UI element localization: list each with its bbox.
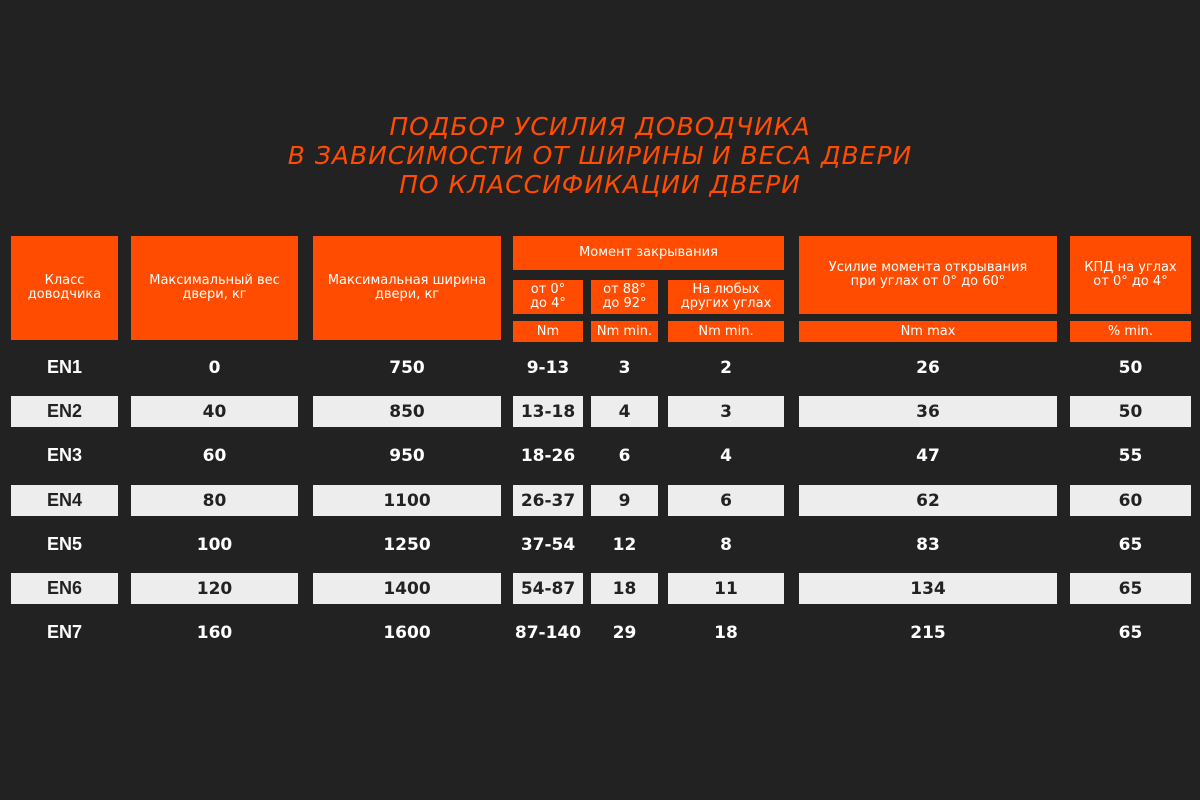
cell-class: EN3 xyxy=(46,445,82,465)
page-title xyxy=(0,112,1200,199)
cell-opening-force: 26 xyxy=(916,357,940,378)
cell-moment-other: 3 xyxy=(668,396,784,427)
cell-moment-0-4: 9-13 xyxy=(526,357,570,378)
table-row xyxy=(0,573,1200,604)
unit-nm: Nm xyxy=(513,321,583,342)
cell-weight: 120 xyxy=(131,573,298,604)
cell-class: EN7 xyxy=(46,622,82,642)
cell-class: EN4 xyxy=(11,485,118,516)
cell-class: EN5 xyxy=(46,534,82,554)
cell-efficiency: 55 xyxy=(1118,445,1143,466)
cell-opening-force: 62 xyxy=(799,485,1057,516)
cell-class: EN6 xyxy=(11,573,118,604)
cell-width: 1600 xyxy=(383,622,431,643)
cell-width: 850 xyxy=(313,396,501,427)
cell-weight: 160 xyxy=(196,622,233,643)
cell-width: 950 xyxy=(389,445,425,466)
cell-moment-0-4: 13-18 xyxy=(513,396,583,427)
cell-moment-88-92: 3 xyxy=(618,357,631,378)
title-line-1: ПОДБОР УСИЛИЯ ДОВОДЧИКА xyxy=(389,112,811,141)
cell-efficiency: 65 xyxy=(1118,534,1143,555)
table-row xyxy=(0,396,1200,427)
cell-moment-88-92: 6 xyxy=(618,445,631,466)
cell-efficiency: 65 xyxy=(1118,622,1143,643)
cell-opening-force: 36 xyxy=(799,396,1057,427)
header-closer-class: Класс доводчика xyxy=(11,236,118,340)
cell-efficiency: 65 xyxy=(1070,573,1191,604)
cell-efficiency: 50 xyxy=(1070,396,1191,427)
title-line-2: В ЗАВИСИМОСТИ ОТ ШИРИНЫ И ВЕСА ДВЕРИ xyxy=(287,141,913,170)
cell-moment-88-92: 18 xyxy=(591,573,658,604)
header-angle-88-92: от 88° до 92° xyxy=(591,280,658,314)
cell-weight: 60 xyxy=(202,445,227,466)
cell-opening-force: 83 xyxy=(916,534,940,555)
cell-efficiency: 50 xyxy=(1118,357,1143,378)
cell-moment-88-92: 29 xyxy=(612,622,637,643)
cell-efficiency: 60 xyxy=(1070,485,1191,516)
cell-moment-88-92: 9 xyxy=(591,485,658,516)
unit-nm-min-1: Nm min. xyxy=(591,321,658,342)
header-angle-other: На любых других углах xyxy=(668,280,784,314)
unit-nm-max: Nm max xyxy=(799,321,1057,342)
cell-moment-other: 4 xyxy=(720,445,732,466)
cell-moment-other: 2 xyxy=(720,357,732,378)
header-efficiency: КПД на углах от 0° до 4° xyxy=(1070,236,1191,314)
cell-opening-force: 47 xyxy=(916,445,940,466)
cell-width: 1250 xyxy=(383,534,431,555)
header-angle-0-4: от 0° до 4° xyxy=(513,280,583,314)
cell-weight: 80 xyxy=(131,485,298,516)
cell-weight: 0 xyxy=(208,357,221,378)
title-line-3: ПО КЛАССИФИКАЦИИ ДВЕРИ xyxy=(399,170,801,199)
header-closing-moment: Момент закрывания xyxy=(513,236,784,270)
cell-moment-other: 6 xyxy=(668,485,784,516)
cell-moment-88-92: 4 xyxy=(591,396,658,427)
table-row xyxy=(0,352,1200,383)
cell-moment-0-4: 18-26 xyxy=(520,445,576,466)
cell-moment-0-4: 37-54 xyxy=(520,534,576,555)
cell-width: 1400 xyxy=(313,573,501,604)
cell-class: EN2 xyxy=(11,396,118,427)
cell-moment-88-92: 12 xyxy=(612,534,637,555)
cell-moment-other: 18 xyxy=(714,622,738,643)
cell-width: 750 xyxy=(389,357,425,378)
header-max-weight: Максимальный вес двери, кг xyxy=(131,236,298,340)
cell-width: 1100 xyxy=(313,485,501,516)
cell-moment-0-4: 87-140 xyxy=(514,622,582,643)
table-row xyxy=(0,529,1200,560)
cell-moment-0-4: 54-87 xyxy=(513,573,583,604)
cell-moment-other: 11 xyxy=(668,573,784,604)
table-row xyxy=(0,485,1200,516)
header-max-width: Максимальная ширина двери, кг xyxy=(313,236,501,340)
cell-opening-force: 134 xyxy=(799,573,1057,604)
cell-class: EN1 xyxy=(46,357,82,377)
cell-opening-force: 215 xyxy=(910,622,946,643)
cell-moment-other: 8 xyxy=(720,534,732,555)
table-row xyxy=(0,440,1200,471)
table-row xyxy=(0,617,1200,648)
unit-pct-min: % min. xyxy=(1070,321,1191,342)
cell-moment-0-4: 26-37 xyxy=(513,485,583,516)
cell-weight: 40 xyxy=(131,396,298,427)
cell-weight: 100 xyxy=(196,534,233,555)
header-opening-force: Усилие момента открывания при углах от 0° до 60° xyxy=(799,236,1057,314)
unit-nm-min-2: Nm min. xyxy=(668,321,784,342)
